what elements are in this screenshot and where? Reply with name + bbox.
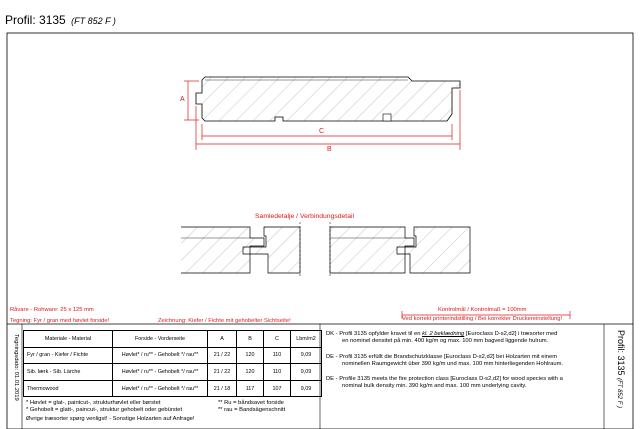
table-row xyxy=(24,364,322,381)
side-title-prefix: Profil: xyxy=(616,330,626,354)
header-material: Materiale - Material xyxy=(24,331,113,348)
control-measure-label: Kontrolmål / Kontrolmaß = 100mm xyxy=(438,307,527,313)
dimension-a-label: A xyxy=(180,96,185,103)
cell-a: 21 / 22 xyxy=(208,364,237,381)
cell-b: 117 xyxy=(237,380,264,397)
desc-en-line2: nominal bulk density min. 390 kg/m and max. 100 mm underlying cavity. xyxy=(342,383,527,390)
desc-de-line2: nominellen Raumgewicht über 390 kg/m und max. 100 mm hinterliegenden Hohlraum. xyxy=(342,361,564,368)
title-prefix: Profil: xyxy=(5,13,36,27)
desc-dk-label: DK - xyxy=(326,331,338,337)
cell-lbm: 9,09 xyxy=(291,380,322,397)
desc-de-line1: Profil 3135 erfüllt die Brandschutzklasse [Euroclass D-s2,d2] bei Holzarten mit einem xyxy=(339,354,558,360)
header-c: C xyxy=(264,331,291,348)
cell-material: Sib. lærk - Sib. Lärche xyxy=(24,364,113,381)
header-front: Forside - Vorderseite xyxy=(113,331,208,348)
note-rough-de: ** rau = Bandsägenschnitt xyxy=(218,407,286,413)
header-lbm: Lbm/m2 xyxy=(291,331,322,348)
side-title-code: (FT 852 F ) xyxy=(616,378,622,408)
title-code: (FT 852 F ) xyxy=(71,16,116,26)
note-rough-dk: ** Ru = båndsavet forside xyxy=(218,400,284,406)
desc-en-line1: Profile 3135 meets the fire protection class [Euroclass D-s2,d2] for wood species with a xyxy=(339,376,563,382)
cell-b: 120 xyxy=(237,347,264,364)
desc-en xyxy=(326,376,563,391)
cell-front: Høvlet* / ru** - Gehobelt */ rau** xyxy=(113,364,208,381)
header-b: B xyxy=(237,331,264,348)
cell-material: Fyr / gran - Kiefer / Fichte xyxy=(24,347,113,364)
table-row xyxy=(24,380,322,397)
desc-dk-line1-b: [Euroclass D-s2,d2] i træsorter med xyxy=(465,331,558,337)
cell-b: 120 xyxy=(237,364,264,381)
cell-c: 107 xyxy=(264,380,291,397)
table-row xyxy=(24,347,322,364)
profile-section xyxy=(196,77,460,121)
desc-dk-class-link[interactable]: kl. 2 beklædning xyxy=(422,331,465,337)
cell-c: 110 xyxy=(264,347,291,364)
cell-lbm: 9,09 xyxy=(291,347,322,364)
desc-dk xyxy=(326,331,557,346)
desc-en-label: DE - xyxy=(326,376,338,382)
drawing-note-german: Zeichnung: Kiefer / Fichte mit gehobelter Sichtseite! xyxy=(158,318,291,324)
title-number: 3135 xyxy=(39,13,66,27)
note-planed-dk: * Høvlet = glat-, paintcut-, strukturhøvlet eller børstet xyxy=(26,400,161,406)
spec-table xyxy=(23,330,322,397)
note-other-species: Øvrige træsorter spørg venligst! - Sonstige Holzarten auf Anfrage! xyxy=(26,416,195,422)
side-title-number: 3135 xyxy=(616,355,626,376)
drawing-note-danish: Tegning: Fyr / gran med høvlet forside! xyxy=(10,318,110,324)
dimension-c-label: C xyxy=(319,128,325,135)
cell-material: Thermowood xyxy=(24,380,113,397)
cell-a: 21 / 22 xyxy=(208,347,237,364)
cell-front: Høvlet* / ru** - Gehobelt */ rau** xyxy=(113,380,208,397)
dimension-b-label: B xyxy=(327,146,332,153)
side-title xyxy=(616,330,626,408)
detail-title: Samledetalje / Verbindungsdetail xyxy=(255,213,354,220)
note-planed-de: * Gehobelt = glatt-, paincut-, struktur gehobelt oder gebürstet xyxy=(26,407,183,413)
cell-front: Høvlet* / ru** - Gehobelt */ rau** xyxy=(113,347,208,364)
drawing-date: Tegningsdato: 01.01.2019 xyxy=(13,334,19,401)
desc-dk-line2: en nominel densitet på min. 400 kg/m og max. 100 mm bagved liggende hulrum. xyxy=(342,338,549,345)
cell-a: 21 / 18 xyxy=(208,380,237,397)
table-header-row xyxy=(24,331,322,348)
cell-lbm: 9,09 xyxy=(291,364,322,381)
desc-dk-line1-a: Profil 3135 opfylder kravet til en xyxy=(339,331,421,337)
control-measure-note: Ved korrekt printerindstilling / Bei korrekter Druckereinstellung! xyxy=(402,316,563,322)
desc-de-label: DE - xyxy=(326,354,338,360)
cell-c: 110 xyxy=(264,364,291,381)
desc-de xyxy=(326,354,563,369)
raw-material: Råvare - Rohware: 25 x 125 mm xyxy=(10,307,94,313)
header-a: A xyxy=(208,331,237,348)
